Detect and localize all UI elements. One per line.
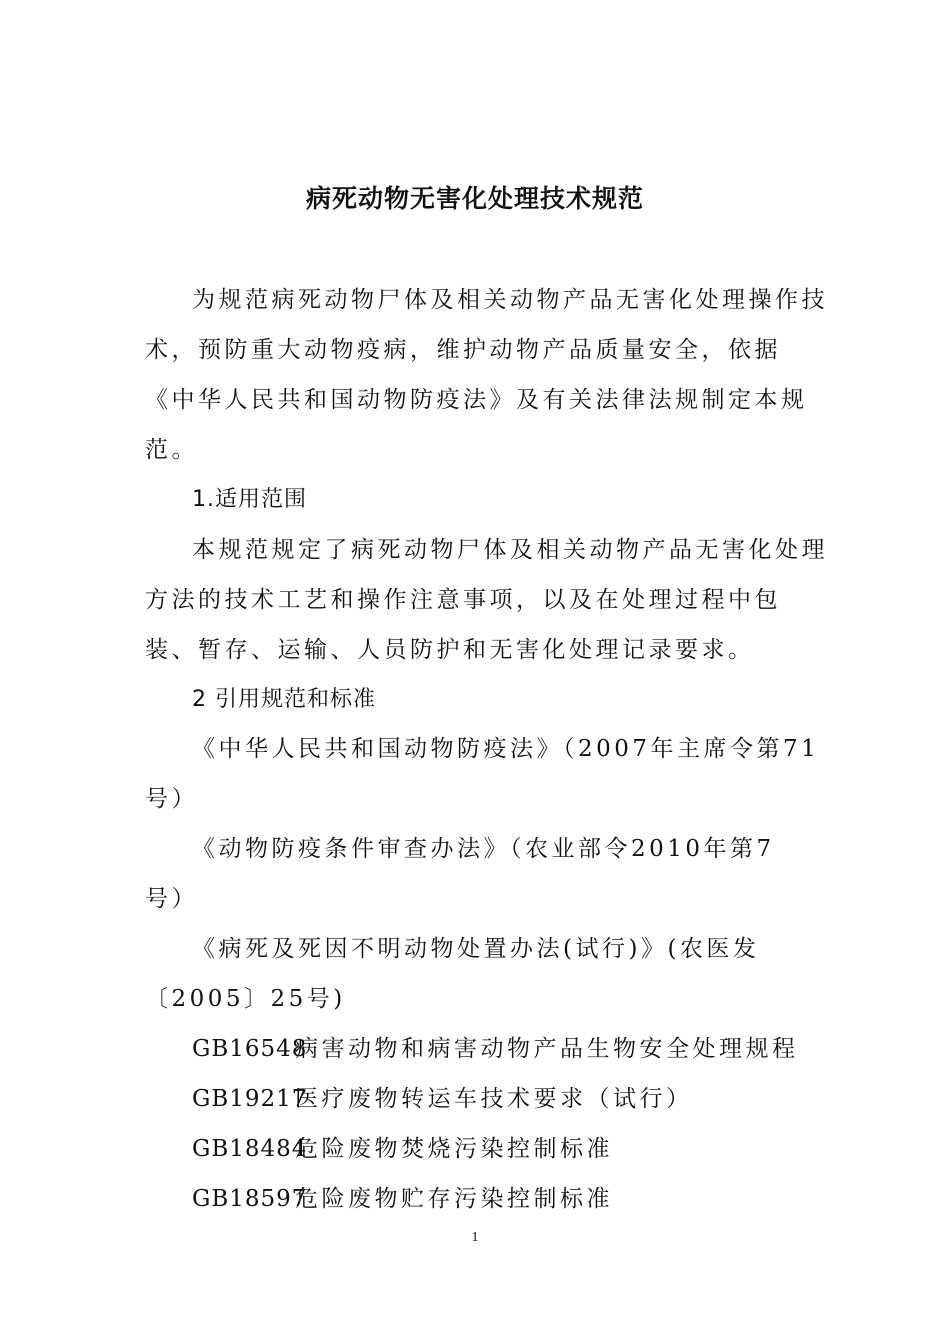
reference-3-line-1: 《病死及死因不明动物处置办法(试行)》(农医发	[192, 936, 760, 962]
standard-item	[192, 1083, 693, 1115]
standard-name: 危险废物焚烧污染控制标准	[295, 1136, 613, 1162]
section-1-line-3: 装、暂存、运输、人员防护和无害化处理记录要求。	[145, 637, 755, 663]
standard-name: 病害动物和病害动物产品生物安全处理规程	[295, 1036, 799, 1062]
standard-item	[192, 1133, 613, 1165]
section-1-line-1: 本规范规定了病死动物尸体及相关动物产品无害化处理	[192, 537, 828, 563]
section-1-heading: 1.适用范围	[192, 487, 307, 512]
reference-3-line-2: 〔2005〕25号)	[145, 986, 346, 1012]
intro-line-2: 术，预防重大动物疫病，维护动物产品质量安全，依据	[145, 337, 781, 363]
section-2-heading: 2 引用规范和标准	[192, 687, 376, 712]
standard-code: GB18597	[192, 1186, 308, 1212]
intro-line-3: 《中华人民共和国动物防疫法》及有关法律法规制定本规	[145, 387, 808, 413]
standard-code: GB18484	[192, 1136, 308, 1162]
intro-line-1: 为规范病死动物尸体及相关动物产品无害化处理操作技	[192, 287, 828, 313]
standard-code: GB19217	[192, 1086, 308, 1112]
standard-name: 医疗废物转运车技术要求（试行）	[295, 1086, 693, 1112]
document-title: 病死动物无害化处理技术规范	[305, 184, 644, 213]
standard-name: 危险废物贮存污染控制标准	[295, 1186, 613, 1212]
intro-line-4: 范。	[145, 437, 198, 463]
page-number: 1	[471, 1230, 479, 1245]
reference-1-line-1: 《中华人民共和国动物防疫法》（2007年主席令第71	[192, 736, 820, 762]
standard-item	[192, 1033, 799, 1065]
reference-2-line-1: 《动物防疫条件审查办法》（农业部令2010年第7	[192, 836, 775, 862]
reference-1-line-2: 号）	[145, 786, 198, 812]
standard-code: GB16548	[192, 1036, 308, 1062]
standard-item	[192, 1183, 613, 1215]
reference-2-line-2: 号）	[145, 886, 198, 912]
section-1-line-2: 方法的技术工艺和操作注意事项，以及在处理过程中包	[145, 587, 781, 613]
